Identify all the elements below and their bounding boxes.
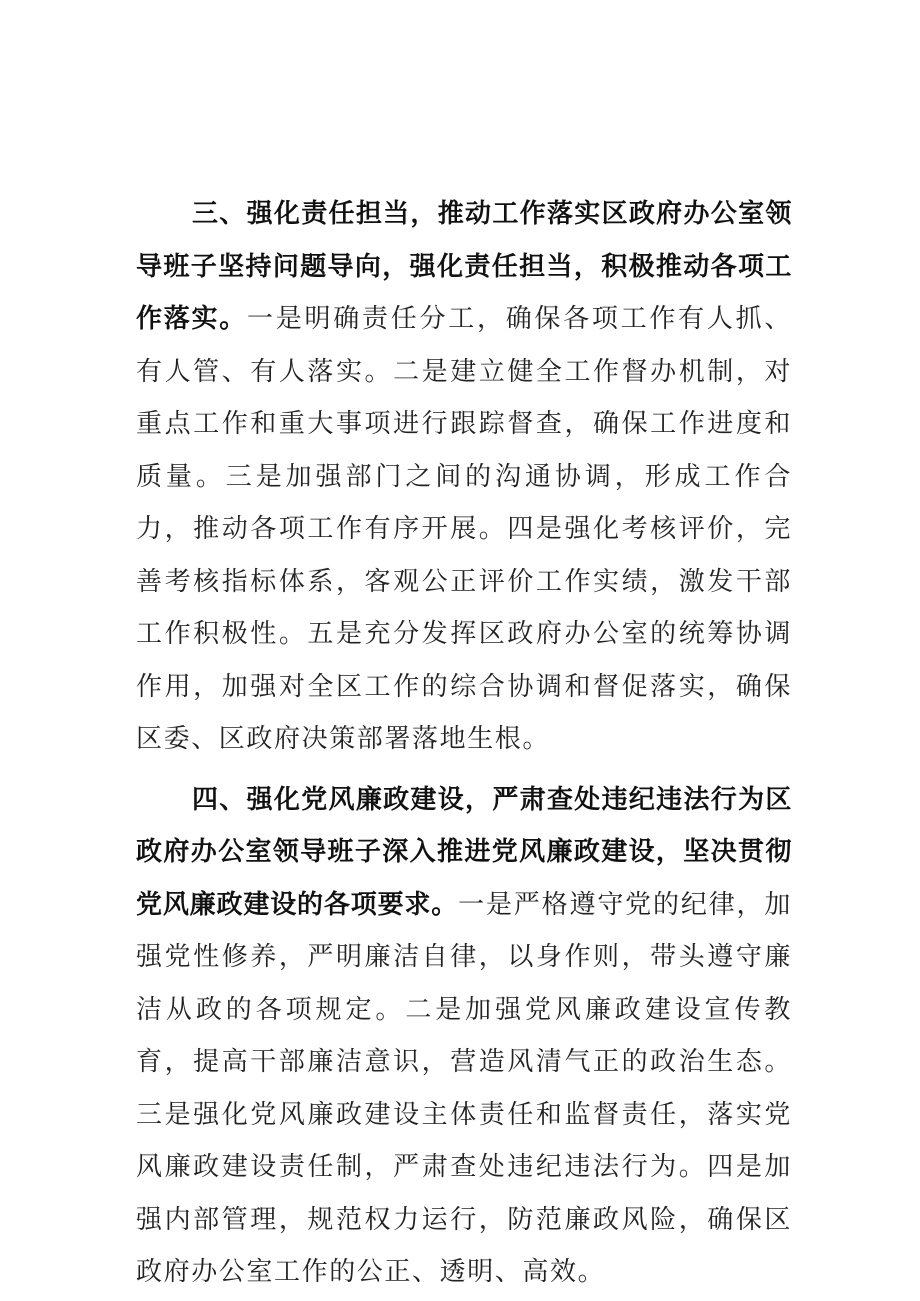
section-4-lead-heading: 四、强化党风廉政建设，严肃查处违纪违法行为区政府办公室领导班子深入推进党风廉政建设，坚决贯彻党风廉政建设的各项要求。 (136, 784, 792, 920)
paragraph-section-3 (136, 188, 792, 766)
paragraph-section-4 (136, 774, 792, 1299)
section-3-lead-heading: 三、强化责任担当，推动工作落实区政府办公室领导班子坚持问题导向，强化责任担当，积极推动各项工作落实。 (136, 199, 792, 334)
section-3-body-text: 一是明确责任分工，确保各项工作有人抓、有人管、有人落实。二是建立健全工作督办机制，对重点工作和重大事项进行跟踪督查，确保工作进度和质量。三是加强部门之间的沟通协调，形成工作合力，推动各项工作有序开展。四是强化考核评价，完善考核指标体系，客观公正评价工作实绩，激发干部工作积极性。五是充分发挥区政府办公室的统筹协调作用，加强对全区工作的综合协调和督促落实，确保区委、区政府决策部署落地生根。 (136, 304, 792, 754)
section-4-body-text: 一是严格遵守党的纪律，加强党性修养，严明廉洁自律，以身作则，带头遵守廉洁从政的各项规定。二是加强党风廉政建设宣传教育，提高干部廉洁意识，营造风清气正的政治生态。三是强化党风廉政建设主体责任和监督责任，落实党风廉政建设责任制，严肃查处违纪违法行为。四是加强内部管理，规范权力运行，防范廉政风险，确保区政府办公室工作的公正、透明、高效。 (136, 889, 793, 1287)
document-body (136, 188, 792, 1299)
